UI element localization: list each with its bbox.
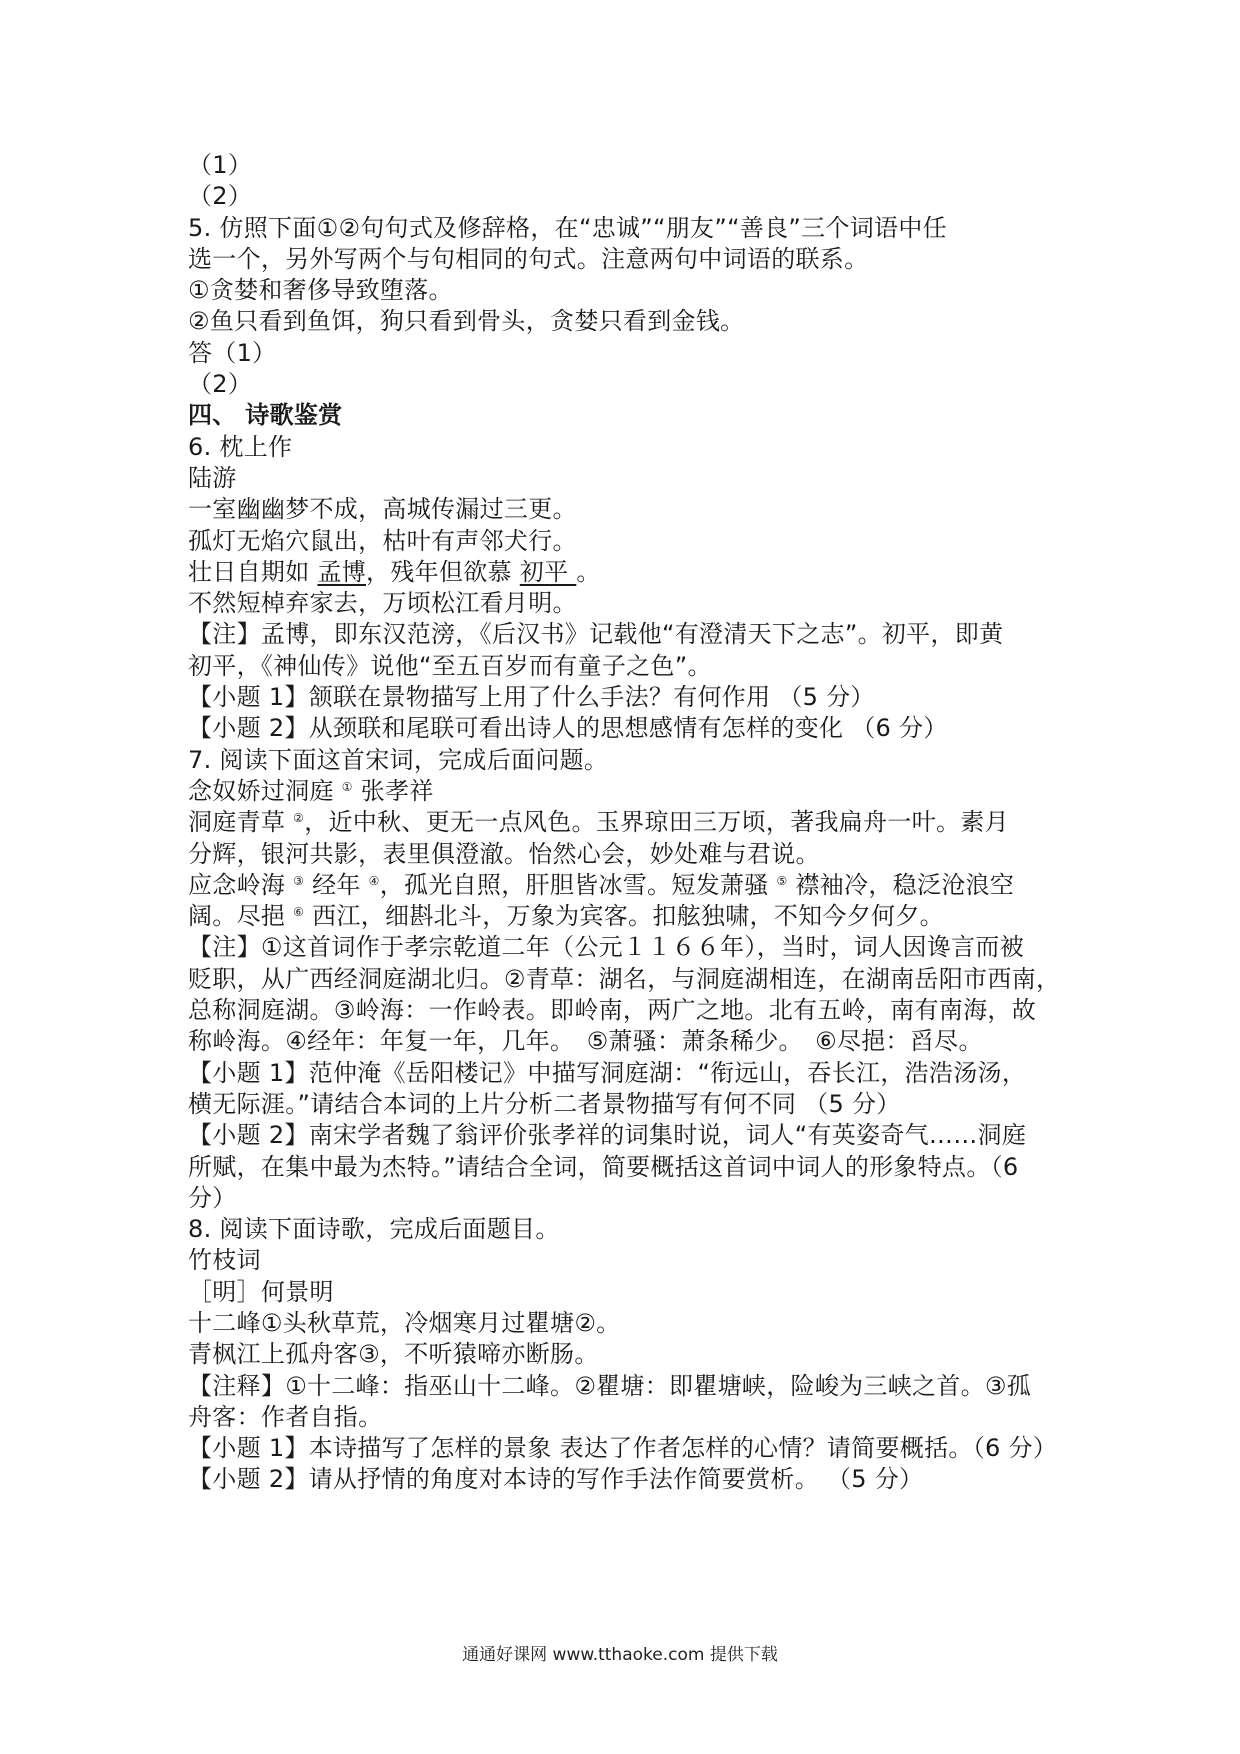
subquestion-cont: 所赋，在集中最为杰特。”请结合全词，简要概括这首词中词人的形象特点。（6 bbox=[188, 1152, 1019, 1181]
footnote-mark: ② bbox=[293, 811, 305, 826]
subquestion: 【小题 2】请从抒情的角度对本诗的写作手法作简要赏析。 （5 分） bbox=[188, 1465, 924, 1494]
poem-note: 【注】孟博，即东汉范滂，《后汉书》记载他“有澄清天下之志”。初平，即黄 bbox=[188, 620, 1004, 649]
subquestion-cont: 分） bbox=[188, 1183, 237, 1212]
ci-text: 洞庭青草 bbox=[188, 808, 294, 837]
poem-line: 十二峰①头秋草荒，冷烟寒月过瞿塘②。 bbox=[188, 1308, 621, 1337]
poem-line: 孤灯无焰穴鼠出，枯叶有声邻犬行。 bbox=[188, 526, 577, 555]
ci-note: 总称洞庭湖。③岭海：一作岭表。即岭南，两广之地。北有五岭，南有南海，故 bbox=[188, 996, 1037, 1025]
ci-line bbox=[188, 901, 1068, 932]
ci-note: 贬职，从广西经洞庭湖北归。②青草：湖名，与洞庭湖相连，在湖南岳阳市西南， bbox=[188, 964, 1061, 993]
underlined-name: 孟博 bbox=[317, 557, 367, 586]
poem-line-underlined bbox=[188, 557, 1068, 588]
subquestion-cont: 横无际涯。”请结合本词的上片分析二者景物描写有何不同 （5 分） bbox=[188, 1089, 901, 1118]
poem-author: 陆游 bbox=[188, 463, 237, 492]
poem-line: 不然短棹弃家去，万顷松江看月明。 bbox=[188, 589, 577, 618]
poem-author: ［明］何景明 bbox=[188, 1277, 334, 1306]
example-sentence-2: ②鱼只看到鱼饵，狗只看到骨头，贪婪只看到金钱。 bbox=[188, 307, 745, 336]
subquestion: 【小题 2】从颈联和尾联可看出诗人的思想感情有怎样的变化 （6 分） bbox=[188, 714, 948, 743]
question-7-prompt: 7. 阅读下面这首宋词，完成后面问题。 bbox=[188, 745, 609, 774]
ci-text: 襟袖冷，稳泛沧浪空 bbox=[787, 870, 1015, 899]
poem-text: ，残年但欲慕 bbox=[366, 557, 520, 586]
ci-line bbox=[188, 870, 1068, 901]
ci-text: 应念岭海 bbox=[188, 870, 294, 899]
question-5-prompt-cont: 选一个，另外写两个与句相同的句式。注意两句中词语的联系。 bbox=[188, 244, 869, 273]
ci-line: 分辉，银河共影，表里俱澄澈。怡然心会，妙处难与君说。 bbox=[188, 839, 820, 868]
question-8-prompt: 8. 阅读下面诗歌，完成后面题目。 bbox=[188, 1215, 560, 1244]
underlined-name: 初平 bbox=[519, 557, 577, 586]
poem-text: 。 bbox=[576, 557, 601, 586]
poem-line: 一室幽幽梦不成，高城传漏过三更。 bbox=[188, 495, 577, 524]
ci-title-author bbox=[188, 776, 1068, 807]
footnote-mark: ⑤ bbox=[776, 873, 788, 888]
subquestion: 【小题 1】颔联在景物描写上用了什么手法？有何作用 （5 分） bbox=[188, 683, 875, 712]
footnote-mark: ① bbox=[341, 779, 353, 794]
ci-title: 念奴娇过洞庭 bbox=[188, 776, 342, 805]
section-heading-poetry: 四、 诗歌鉴赏 bbox=[188, 401, 343, 430]
answer-line-1: （1） bbox=[188, 151, 253, 179]
ci-text: ，近中秋、更无一点风色。玉界琼田三万顷，著我扁舟一叶。素月 bbox=[304, 808, 1009, 837]
ci-text: 阔。尽挹 bbox=[188, 902, 294, 931]
ci-line bbox=[188, 807, 1068, 838]
answer-label-2: （2） bbox=[188, 370, 253, 399]
poem-note-cont: 初平，《神仙传》说他“至五百岁而有童子之色”。 bbox=[188, 651, 712, 680]
subquestion: 【小题 2】南宋学者魏了翁评价张孝祥的词集时说，词人“有英姿奇气……洞庭 bbox=[188, 1121, 1027, 1150]
subquestion: 【小题 1】范仲淹《岳阳楼记》中描写洞庭湖：“衔远山，吞长江，浩浩汤汤， bbox=[188, 1058, 1027, 1087]
example-sentence-1: ①贪婪和奢侈导致堕落。 bbox=[188, 276, 453, 305]
footnote-mark: ⑥ bbox=[293, 905, 305, 920]
document-body bbox=[188, 150, 1068, 1496]
question-5-prompt: 5. 仿照下面①②句句式及修辞格，在“忠诚”“朋友”“善良”三个词语中任 bbox=[188, 213, 947, 242]
answer-line-2: （2） bbox=[188, 182, 253, 211]
poem-note: 【注释】①十二峰：指巫山十二峰。②瞿塘：即瞿塘峡，险峻为三峡之首。③孤 bbox=[188, 1371, 1032, 1400]
ci-note: 【注】①这首词作于孝宗乾道二年（公元１１６６年），当时，词人因谗言而被 bbox=[188, 933, 1025, 962]
ci-text: ，孤光自照，肝胆皆冰雪。短发萧骚 bbox=[379, 870, 777, 899]
footnote-mark: ④ bbox=[368, 873, 380, 888]
page-footer: 通通好课网 www.tthaoke.com 提供下载 bbox=[462, 1645, 778, 1665]
poem-text: 壮日自期如 bbox=[188, 557, 318, 586]
poem-note-cont: 舟客：作者自指。 bbox=[188, 1402, 383, 1431]
footnote-mark: ③ bbox=[293, 873, 305, 888]
ci-text: 经年 bbox=[304, 870, 369, 899]
answer-label-1: 答（1） bbox=[188, 338, 277, 367]
question-6-title: 6. 枕上作 bbox=[188, 432, 293, 461]
ci-author: 张孝祥 bbox=[352, 776, 434, 805]
subquestion: 【小题 1】本诗描写了怎样的景象 表达了作者怎样的心情？请简要概括。（6 分） bbox=[188, 1434, 1058, 1463]
poem-title: 竹枝词 bbox=[188, 1246, 261, 1275]
ci-text: 西江，细斟北斗，万象为宾客。扣舷独啸，不知今夕何夕。 bbox=[304, 902, 944, 931]
poem-line: 青枫江上孤舟客③，不听猿啼亦断肠。 bbox=[188, 1340, 599, 1369]
ci-note: 称岭海。④经年：年复一年，几年。 ⑤萧骚：萧条稀少。 ⑥尽挹：舀尽。 bbox=[188, 1027, 983, 1056]
